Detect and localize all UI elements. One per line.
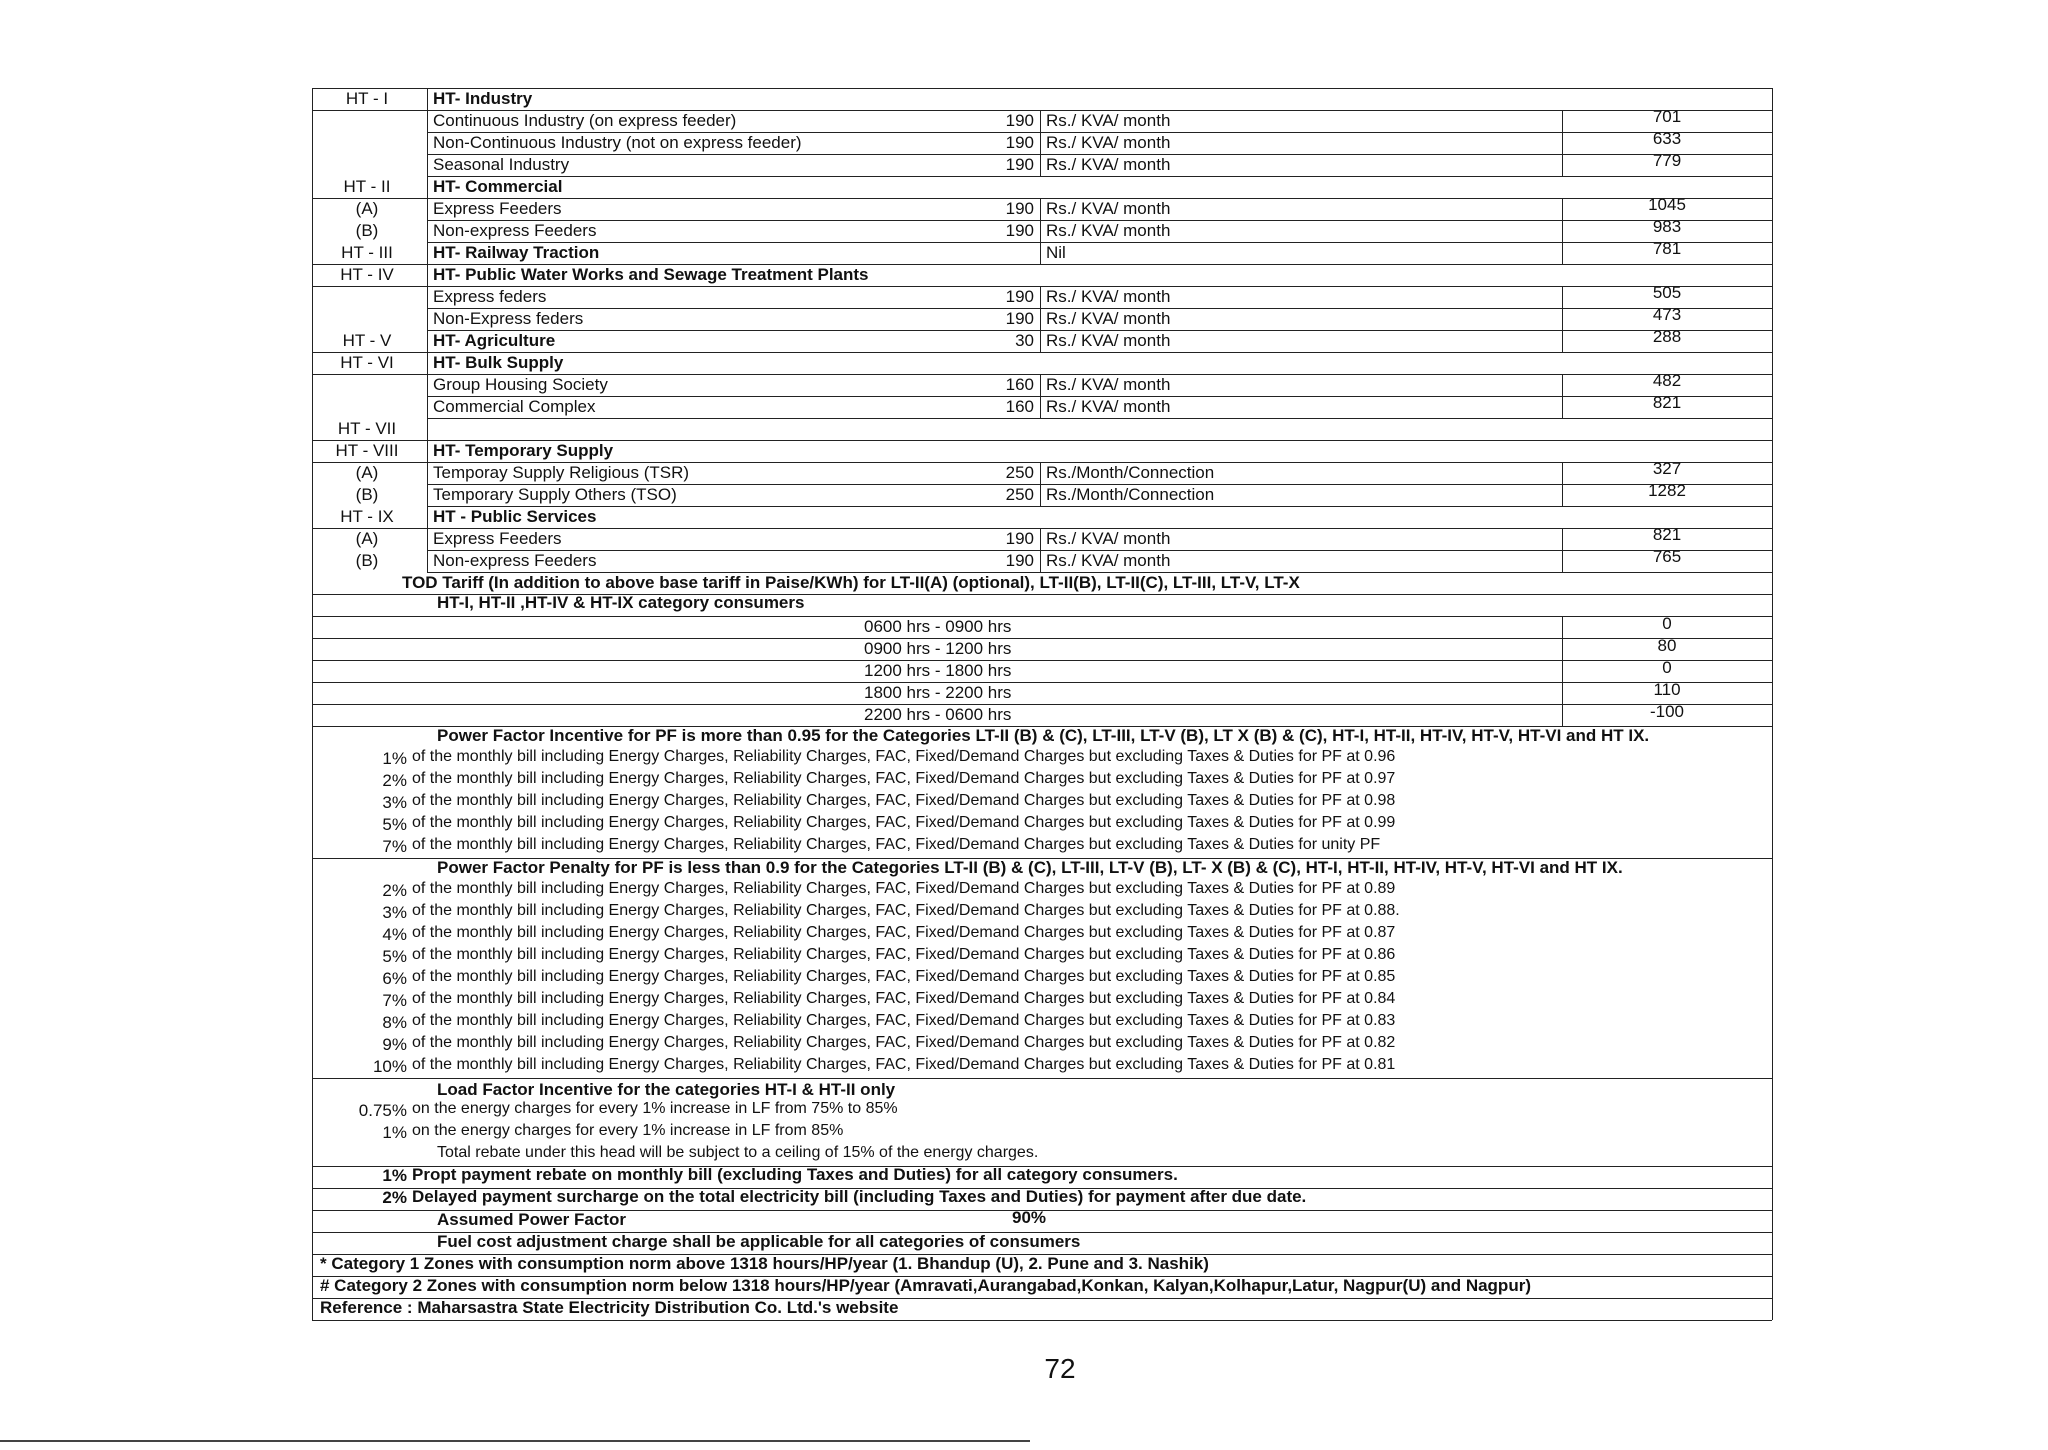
- fixed-charge: 190: [1005, 551, 1034, 570]
- col-rule: [1562, 660, 1563, 682]
- pf-incentive-text: of the monthly bill including Energy Charges, Reliability Charges, FAC, Fixed/Demand Charges but excluding Taxes & Duties for PF at 0.96: [412, 748, 1396, 765]
- energy-rate: 633: [1652, 129, 1682, 148]
- fixed-charge: 190: [1005, 287, 1034, 306]
- charge-unit: Rs./ KVA/ month: [1046, 133, 1171, 152]
- col-rule: [1562, 682, 1563, 704]
- category-name: HT- Railway Traction: [433, 243, 600, 262]
- table-left-border: [312, 88, 313, 1320]
- load-factor-text: on the energy charges for every 1% increase in LF from 75% to 85%: [412, 1100, 898, 1117]
- charge-unit: Nil: [1046, 243, 1066, 262]
- row-rule: [427, 176, 1772, 177]
- table-right-border: [1772, 88, 1773, 1320]
- category-name: HT- Public Water Works and Sewage Treatment Plants: [433, 265, 869, 284]
- fixed-charge: 190: [1005, 529, 1034, 548]
- row-rule: [312, 1078, 1772, 1079]
- col-rule: [1040, 154, 1041, 176]
- col-rule: [1562, 154, 1563, 176]
- col-rule: [1562, 484, 1563, 506]
- pf-penalty-percent: 8%: [382, 1013, 407, 1032]
- pf-incentive-percent: 1%: [382, 749, 407, 768]
- energy-rate: 983: [1652, 217, 1682, 236]
- row-rule: [427, 330, 952, 331]
- col-rule: [1040, 330, 1041, 352]
- load-factor-title: Load Factor Incentive for the categories HT-I & HT-II only: [437, 1080, 896, 1099]
- pf-incentive-text: of the monthly bill including Energy Charges, Reliability Charges, FAC, Fixed/Demand Charges but excluding Taxes & Duties for PF at 0.97: [412, 770, 1396, 787]
- assumed-pf-label: Assumed Power Factor: [437, 1210, 626, 1229]
- row-rule: [427, 528, 952, 529]
- energy-rate: 505: [1652, 283, 1682, 302]
- fuel-adjustment-note: Fuel cost adjustment charge shall be applicable for all categories of consumers: [437, 1232, 1081, 1251]
- pf-incentive-percent: 3%: [382, 793, 407, 812]
- energy-rate: 821: [1652, 393, 1682, 412]
- energy-rate: 327: [1652, 459, 1682, 478]
- fixed-charge: 190: [1005, 199, 1034, 218]
- load-factor-percent: 0.75%: [358, 1101, 407, 1120]
- pf-incentive-text: of the monthly bill including Energy Charges, Reliability Charges, FAC, Fixed/Demand Charges but excluding Taxes & Duties for PF at 0.99: [412, 814, 1396, 831]
- row-rule: [427, 220, 952, 221]
- category-code: (B): [355, 485, 379, 504]
- col-rule: [1040, 462, 1041, 484]
- category-name: HT- Industry: [433, 89, 533, 108]
- fixed-charge: 250: [1005, 463, 1034, 482]
- prompt-payment-percent: 1%: [382, 1166, 407, 1185]
- category-code: HT - IX: [340, 507, 394, 526]
- row-rule: [427, 374, 952, 375]
- row-rule: [427, 396, 952, 397]
- prompt-payment-text: Propt payment rebate on monthly bill (excluding Taxes and Duties) for all category consumers.: [412, 1165, 1178, 1184]
- tod-slot-value: -100: [1649, 702, 1685, 721]
- energy-rate: 781: [1652, 239, 1682, 258]
- delayed-payment-percent: 2%: [382, 1188, 407, 1207]
- tod-slot-value: 0: [1662, 614, 1672, 633]
- col-rule: [1562, 242, 1563, 264]
- category-name: Temporary Supply Others (TSO): [433, 485, 677, 504]
- pf-penalty-percent: 2%: [382, 881, 407, 900]
- category-name: HT - Public Services: [433, 507, 597, 526]
- category-code: HT - IV: [340, 265, 394, 284]
- category-name: HT- Commercial: [433, 177, 563, 196]
- charge-unit: Rs./ KVA/ month: [1046, 529, 1171, 548]
- charge-unit: Rs./ KVA/ month: [1046, 331, 1171, 350]
- fixed-charge: 190: [1005, 133, 1034, 152]
- footnote: # Category 2 Zones with consumption norm below 1318 hours/HP/year (Amravati,Aurangabad,Konkan, Kalyan,Kolhapur,Latur, Nagpur(U) and Nagpur): [320, 1276, 1531, 1295]
- name-col-rule: [427, 88, 428, 572]
- tod-title: TOD Tariff (In addition to above base tariff in Paise/KWh) for LT-II(A) (optional), LT-II(B), LT-II(C), LT-III, LT-V, LT-X: [402, 573, 1300, 592]
- category-code: HT - III: [341, 243, 393, 262]
- delayed-payment-text: Delayed payment surcharge on the total electricity bill (including Taxes and Duties) for payment after due date.: [412, 1187, 1307, 1206]
- charge-unit: Rs./ KVA/ month: [1046, 375, 1171, 394]
- col-rule: [1040, 550, 1041, 572]
- row-rule: [427, 462, 952, 463]
- row-rule: [312, 704, 1772, 705]
- assumed-pf-value: 90%: [1012, 1208, 1047, 1227]
- category-code: HT - VII: [337, 419, 397, 438]
- footnote: * Category 1 Zones with consumption norm above 1318 hours/HP/year (1. Bhandup (U), 2. Pune and 3. Nashik): [320, 1254, 1209, 1273]
- col-rule: [1040, 242, 1041, 264]
- energy-rate: 765: [1652, 547, 1682, 566]
- col-rule: [1040, 132, 1041, 154]
- category-code: (A): [355, 199, 379, 218]
- category-name: Express feders: [433, 287, 547, 306]
- pf-penalty-text: of the monthly bill including Energy Charges, Reliability Charges, FAC, Fixed/Demand Charges but excluding Taxes & Duties for PF at 0.87: [412, 924, 1396, 941]
- col-rule: [1040, 286, 1041, 308]
- load-factor-percent: 1%: [382, 1123, 407, 1142]
- category-name: Non-express Feeders: [433, 551, 597, 570]
- category-code: HT - I: [345, 89, 389, 108]
- reference-note: Reference : Maharsastra State Electricity Distribution Co. Ltd.'s website: [320, 1298, 899, 1317]
- charge-unit: Rs./ KVA/ month: [1046, 287, 1171, 306]
- tod-slot-value: 0: [1662, 658, 1672, 677]
- row-rule: [427, 550, 952, 551]
- energy-rate: 473: [1652, 305, 1682, 324]
- col-rule: [1040, 220, 1041, 242]
- table-bottom-rule: [312, 1320, 1772, 1321]
- category-code: HT - VI: [340, 353, 394, 372]
- row-rule: [427, 308, 952, 309]
- col-rule: [1040, 396, 1041, 418]
- load-factor-note: Total rebate under this head will be subject to a ceiling of 15% of the energy charges.: [437, 1144, 1039, 1161]
- pf-penalty-title: Power Factor Penalty for PF is less than 0.9 for the Categories LT-II (B) & (C), LT-III, LT-V (B), LT- X (B) & (C), HT-I, HT-II, HT-IV, HT-V, HT-VI and HT IX.: [437, 858, 1623, 877]
- pf-penalty-text: of the monthly bill including Energy Charges, Reliability Charges, FAC, Fixed/Demand Charges but excluding Taxes & Duties for PF at 0.81: [412, 1056, 1396, 1073]
- pf-penalty-percent: 7%: [382, 991, 407, 1010]
- charge-unit: Rs./ KVA/ month: [1046, 199, 1171, 218]
- charge-unit: Rs./ KVA/ month: [1046, 155, 1171, 174]
- load-factor-text: on the energy charges for every 1% increase in LF from 85%: [412, 1122, 844, 1139]
- row-rule: [312, 616, 1772, 617]
- pf-penalty-text: of the monthly bill including Energy Charges, Reliability Charges, FAC, Fixed/Demand Charges but excluding Taxes & Duties for PF at 0.82: [412, 1034, 1396, 1051]
- col-rule: [1040, 110, 1041, 132]
- charge-unit: Rs./Month/Connection: [1046, 463, 1215, 482]
- col-rule: [1562, 704, 1563, 726]
- charge-unit: Rs./ KVA/ month: [1046, 397, 1171, 416]
- category-name: HT- Temporary Supply: [433, 441, 614, 460]
- category-code: HT - V: [342, 331, 392, 350]
- energy-rate: 779: [1652, 151, 1682, 170]
- col-rule: [1562, 638, 1563, 660]
- col-rule: [1040, 484, 1041, 506]
- pf-penalty-percent: 10%: [372, 1057, 407, 1076]
- tariff-sheet: [312, 88, 1792, 1328]
- category-code: (B): [355, 221, 379, 240]
- category-code: (A): [355, 529, 379, 548]
- page-number: 72: [1044, 1353, 1076, 1384]
- pf-penalty-percent: 4%: [382, 925, 407, 944]
- row-rule: [427, 154, 952, 155]
- charge-unit: Rs./Month/Connection: [1046, 485, 1215, 504]
- tod-slot-value: 80: [1657, 636, 1677, 655]
- row-rule: [427, 484, 952, 485]
- row-rule: [427, 418, 1772, 419]
- col-rule: [1040, 198, 1041, 220]
- tod-slot-time: 2200 hrs - 0600 hrs: [864, 705, 1012, 724]
- pf-incentive-percent: 2%: [382, 771, 407, 790]
- fixed-charge: 160: [1005, 375, 1034, 394]
- row-rule: [427, 132, 952, 133]
- category-name: Group Housing Society: [433, 375, 608, 394]
- pf-penalty-text: of the monthly bill including Energy Charges, Reliability Charges, FAC, Fixed/Demand Charges but excluding Taxes & Duties for PF at 0.88.: [412, 902, 1400, 919]
- category-name: Non-Express feders: [433, 309, 584, 328]
- tod-slot-time: 1200 hrs - 1800 hrs: [864, 661, 1012, 680]
- energy-rate: 821: [1652, 525, 1682, 544]
- row-rule: [312, 682, 1772, 683]
- col-rule: [1562, 616, 1563, 638]
- fixed-charge: 30: [1015, 331, 1034, 350]
- category-code: HT - VIII: [335, 441, 399, 460]
- energy-rate: 1282: [1648, 481, 1686, 500]
- col-rule: [1040, 308, 1041, 330]
- bottom-rule: [0, 1440, 1030, 1442]
- row-rule: [427, 110, 952, 111]
- energy-rate: 1045: [1648, 195, 1686, 214]
- pf-incentive-text: of the monthly bill including Energy Charges, Reliability Charges, FAC, Fixed/Demand Charges but excluding Taxes & Duties for unity PF: [412, 836, 1381, 853]
- fixed-charge: 190: [1005, 309, 1034, 328]
- energy-rate: 482: [1652, 371, 1682, 390]
- charge-unit: Rs./ KVA/ month: [1046, 111, 1171, 130]
- charge-unit: Rs./ KVA/ month: [1046, 551, 1171, 570]
- category-name: Temporay Supply Religious (TSR): [433, 463, 690, 482]
- pf-incentive-percent: 7%: [382, 837, 407, 856]
- tod-subtitle: HT-I, HT-II ,HT-IV & HT-IX category consumers: [437, 593, 805, 612]
- pf-penalty-percent: 3%: [382, 903, 407, 922]
- pf-incentive-percent: 5%: [382, 815, 407, 834]
- charge-unit: Rs./ KVA/ month: [1046, 221, 1171, 240]
- col-rule: [1562, 396, 1563, 418]
- col-rule: [1562, 330, 1563, 352]
- category-name: Commercial Complex: [433, 397, 596, 416]
- col-rule: [1040, 528, 1041, 550]
- fixed-charge: 190: [1005, 221, 1034, 240]
- fixed-charge: 250: [1005, 485, 1034, 504]
- category-name: Non-express Feeders: [433, 221, 597, 240]
- pf-penalty-percent: 9%: [382, 1035, 407, 1054]
- pf-penalty-text: of the monthly bill including Energy Charges, Reliability Charges, FAC, Fixed/Demand Charges but excluding Taxes & Duties for PF at 0.89: [412, 880, 1396, 897]
- pf-penalty-text: of the monthly bill including Energy Charges, Reliability Charges, FAC, Fixed/Demand Charges but excluding Taxes & Duties for PF at 0.84: [412, 990, 1396, 1007]
- category-name: HT- Bulk Supply: [433, 353, 564, 372]
- energy-rate: 288: [1652, 327, 1682, 346]
- pf-penalty-text: of the monthly bill including Energy Charges, Reliability Charges, FAC, Fixed/Demand Charges but excluding Taxes & Duties for PF at 0.86: [412, 946, 1396, 963]
- fixed-charge: 160: [1005, 397, 1034, 416]
- energy-rate: 701: [1652, 107, 1682, 126]
- charge-unit: Rs./ KVA/ month: [1046, 309, 1171, 328]
- row-rule: [427, 286, 952, 287]
- category-name: Continuous Industry (on express feeder): [433, 111, 737, 130]
- row-rule: [312, 660, 1772, 661]
- row-rule: [312, 638, 1772, 639]
- pf-incentive-title: Power Factor Incentive for PF is more than 0.95 for the Categories LT-II (B) & (C), LT-III, LT-V (B), LT X (B) & (C), HT-I, HT-II, HT-IV, HT-V, HT-VI and HT IX.: [437, 726, 1650, 745]
- tod-slot-time: 0900 hrs - 1200 hrs: [864, 639, 1012, 658]
- tod-slot-value: 110: [1653, 680, 1681, 699]
- pf-incentive-text: of the monthly bill including Energy Charges, Reliability Charges, FAC, Fixed/Demand Charges but excluding Taxes & Duties for PF at 0.98: [412, 792, 1396, 809]
- category-name: Express Feeders: [433, 529, 562, 548]
- col-rule: [1562, 550, 1563, 572]
- pf-penalty-percent: 6%: [382, 969, 407, 988]
- tod-slot-time: 1800 hrs - 2200 hrs: [864, 683, 1012, 702]
- pf-penalty-percent: 5%: [382, 947, 407, 966]
- pf-penalty-text: of the monthly bill including Energy Charges, Reliability Charges, FAC, Fixed/Demand Charges but excluding Taxes & Duties for PF at 0.85: [412, 968, 1396, 985]
- category-code: (B): [355, 551, 379, 570]
- category-name: Express Feeders: [433, 199, 562, 218]
- category-code: (A): [355, 463, 379, 482]
- category-name: Seasonal Industry: [433, 155, 570, 174]
- fixed-charge: 190: [1005, 111, 1034, 130]
- col-rule: [1040, 374, 1041, 396]
- category-code: HT - II: [343, 177, 391, 196]
- row-rule: [427, 198, 952, 199]
- pf-penalty-text: of the monthly bill including Energy Charges, Reliability Charges, FAC, Fixed/Demand Charges but excluding Taxes & Duties for PF at 0.83: [412, 1012, 1396, 1029]
- category-name: HT- Agriculture: [433, 331, 556, 350]
- category-name: Non-Continuous Industry (not on express feeder): [433, 133, 802, 152]
- row-rule: [427, 506, 1772, 507]
- fixed-charge: 190: [1005, 155, 1034, 174]
- row-rule: [427, 242, 952, 243]
- tod-slot-time: 0600 hrs - 0900 hrs: [864, 617, 1012, 636]
